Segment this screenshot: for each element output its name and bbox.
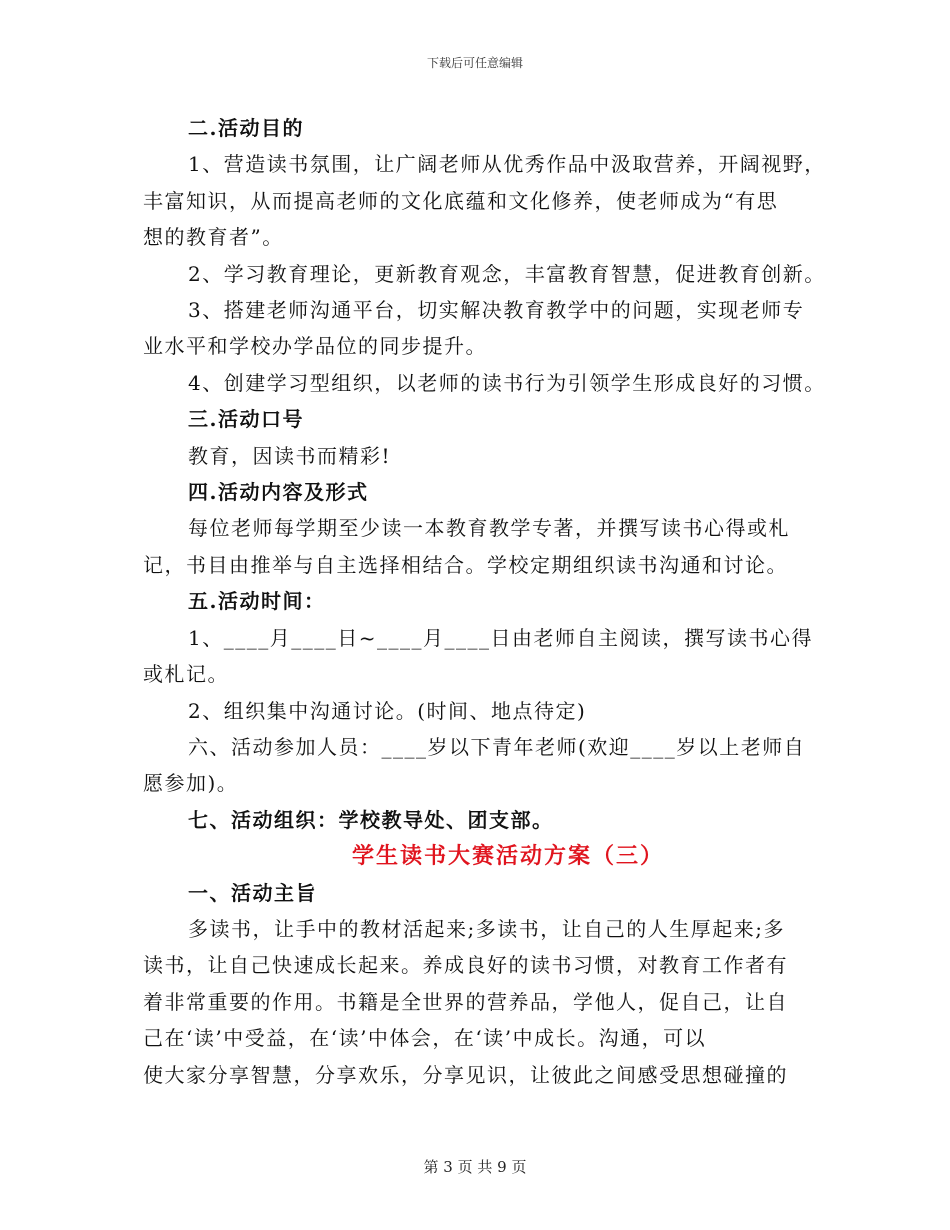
paragraph-line: 4、创建学习型组织，以老师的读书行为引领学生形成良好的习惯。: [188, 370, 826, 395]
paragraph-line: 多读书，让手中的教材活起来;多读书，让自己的人生厚起来;多: [188, 916, 785, 941]
paragraph-line: 教育，因读书而精彩!: [188, 443, 392, 468]
document-title: 学生读书大赛活动方案（三）: [351, 843, 664, 870]
paragraph-line: 记，书目由推举与自主选择相结合。学校定期组织读书沟通和讨论。: [143, 552, 788, 577]
paragraph-line: 或札记。: [143, 662, 229, 687]
paragraph-line: 2、组织集中沟通讨论。(时间、地点待定): [188, 698, 587, 723]
paragraph-line: 1、____月____日~____月____日由老师自主阅读，撰写读书心得: [188, 625, 813, 650]
paragraph-line: 六、活动参加人员：____岁以下青年老师(欢迎____岁以上老师自: [188, 734, 806, 759]
section-heading-content: 四.活动内容及形式: [188, 480, 369, 505]
section-heading-purpose-main: 一、活动主旨: [188, 880, 317, 905]
paragraph-line: 2、学习教育理论，更新教育观念，丰富教育智慧，促进教育创新。: [188, 261, 826, 286]
section-heading-time: 五.活动时间：: [188, 589, 326, 614]
paragraph-line: 己在‘读’中受益，在‘读’中体会，在‘读’中成长。沟通，可以: [143, 1026, 707, 1051]
paragraph-line: 丰富知识，从而提高老师的文化底蕴和文化修养，使老师成为“有思: [143, 188, 779, 213]
section-heading-purpose: 二.活动目的: [188, 116, 304, 140]
paragraph-line: 业水平和学校办学品位的同步提升。: [143, 334, 487, 359]
header-note: 下载后可任意编辑: [426, 56, 523, 70]
section-heading-organization: 七、活动组织：学校教导处、团支部。: [188, 807, 554, 832]
paragraph-line: 3、搭建老师沟通平台，切实解决教育教学中的问题，实现老师专: [188, 298, 805, 323]
paragraph-line: 着非常重要的作用。书籍是全世界的营养品，学他人，促自己，让自: [143, 989, 788, 1014]
paragraph-line: 1、营造读书氛围，让广阔老师从优秀作品中汲取营养，开阔视野，: [188, 152, 826, 177]
paragraph-line: 读书，让自己快速成长起来。养成良好的读书习惯，对教育工作者有: [143, 953, 788, 978]
paragraph-line: 每位老师每学期至少读一本教育教学专著，并撰写读书心得或札: [188, 516, 790, 541]
paragraph-line: 想的教育者”。: [143, 225, 284, 250]
section-heading-slogan: 三.活动口号: [188, 407, 304, 432]
page-number: 第 3 页 共 9 页: [423, 1158, 527, 1176]
paragraph-line: 使大家分享智慧，分享欢乐，分享见识，让彼此之间感受思想碰撞的: [143, 1062, 788, 1087]
document-body: [143, 110, 833, 1093]
paragraph-line: 愿参加)。: [143, 771, 239, 796]
